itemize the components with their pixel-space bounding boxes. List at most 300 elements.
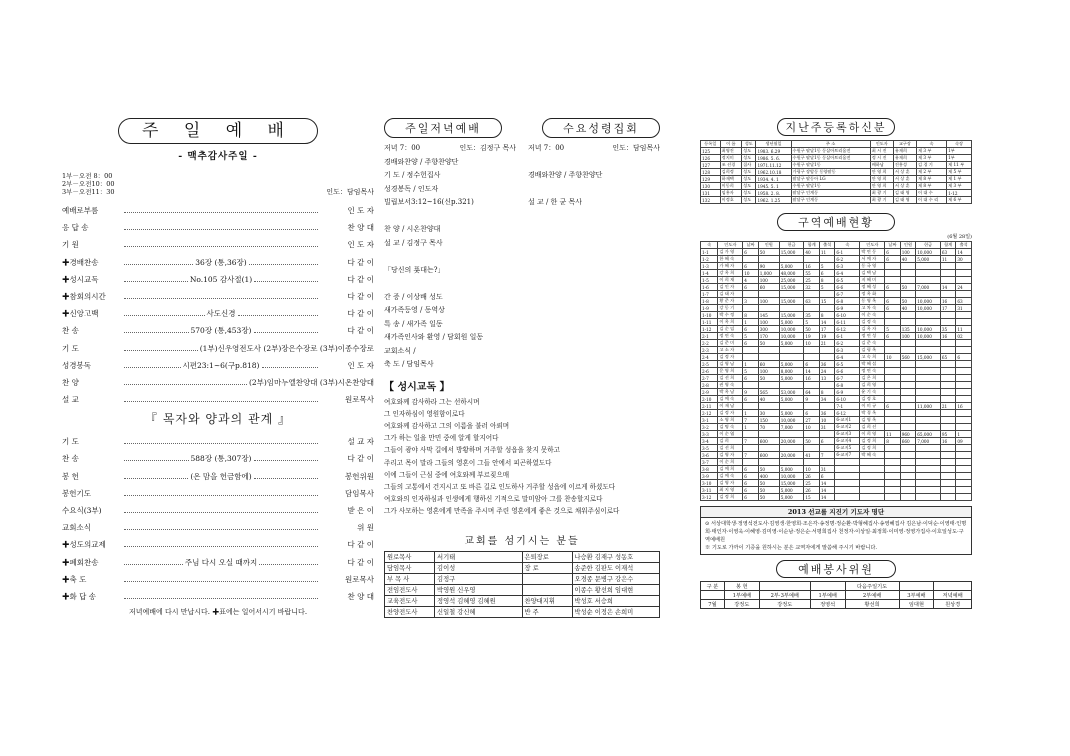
dot-leader xyxy=(124,471,188,479)
district-cell: 5,000 xyxy=(779,494,804,501)
order-item-label: ✚성도의교제 xyxy=(62,540,106,550)
district-cell xyxy=(940,340,956,347)
district-cell xyxy=(885,277,901,284)
district-cell: 36 xyxy=(819,361,835,368)
district-cell: 63 xyxy=(956,298,972,305)
order-item-person: 위 원 xyxy=(357,523,374,533)
district-cell xyxy=(885,473,901,480)
evening-order-line: 경배와찬양 / 주향찬양단 xyxy=(384,157,459,166)
district-cell: 6-8 xyxy=(835,382,860,389)
district-cell xyxy=(940,445,956,452)
district-cell xyxy=(885,368,901,375)
order-item-person: 찬 양 대 xyxy=(347,591,374,601)
district-cell: 6 xyxy=(804,410,820,417)
district-cell: 50 xyxy=(758,466,779,473)
district-cell: 6-3 xyxy=(835,263,860,270)
district-cell: 윤 기 숙 xyxy=(860,389,885,396)
order-item-label: 봉헌기도 xyxy=(62,488,91,498)
district-cell: 63 xyxy=(940,249,956,256)
district-cell xyxy=(885,312,901,319)
district-cell: 16 xyxy=(804,263,820,270)
order-item-label: 봉 헌 xyxy=(62,471,79,481)
district-cell: 6-11 xyxy=(835,319,860,326)
district-cell: 16 xyxy=(940,333,956,340)
dot-leader xyxy=(124,394,318,402)
service-time: 3부－오전11：30 xyxy=(62,188,115,196)
district-cell: 15,000 xyxy=(779,312,804,319)
table-row xyxy=(701,312,972,319)
column-header: 헌금 xyxy=(916,242,941,249)
district-cell: 14 xyxy=(940,284,956,291)
order-row xyxy=(62,202,374,219)
district-cell: 김 영 남 xyxy=(718,361,743,368)
district-cell: 5 xyxy=(885,326,901,333)
district-cell xyxy=(758,256,779,263)
district-cell xyxy=(835,480,860,487)
member-cell: 127 xyxy=(701,162,721,169)
table-row xyxy=(701,270,972,277)
district-cell: 95 xyxy=(940,431,956,438)
district-cell: 64 xyxy=(804,389,820,396)
district-cell: 40 xyxy=(758,396,779,403)
member-cell: 진흥성 xyxy=(893,162,916,169)
district-cell: 50 xyxy=(758,487,779,494)
member-cell: 집사 xyxy=(742,162,756,169)
district-cell xyxy=(819,431,835,438)
district-cell xyxy=(900,403,916,410)
district-cell: 10 xyxy=(804,424,820,431)
staff-names: 나승환 김재구 성동호 xyxy=(572,551,660,562)
member-cell: 정지미 xyxy=(720,155,741,162)
member-cell: 안 영 희 xyxy=(870,183,893,190)
dot-leader xyxy=(124,239,318,247)
district-cell: 김 희 영 xyxy=(860,382,885,389)
member-cell: 126 xyxy=(701,155,721,162)
district-cell: 20,000 xyxy=(779,452,804,459)
district-cell xyxy=(779,291,804,298)
worship-footnote: 저녁예배에 다시 만납시다. ✚표에는 일어서시기 바랍니다. xyxy=(128,608,308,617)
district-cell: 10,000 xyxy=(916,326,941,333)
sunday-evening-title: 주일저녁예배 xyxy=(384,118,502,138)
volunteer-row xyxy=(701,600,972,609)
member-cell: 성도 xyxy=(742,197,756,204)
district-cell: 김 정 자 xyxy=(718,354,743,361)
new-members-title: 지난주등록하신분 xyxy=(777,118,895,136)
staff-role xyxy=(522,573,572,584)
district-cell: 100 xyxy=(900,249,916,256)
district-cell xyxy=(885,340,901,347)
district-cell: 김 인 자 xyxy=(718,284,743,291)
dot-leader xyxy=(262,360,319,368)
district-cell xyxy=(804,403,820,410)
district-cell: 6-교지7 xyxy=(835,452,860,459)
district-cell: 정 연 숙 xyxy=(860,368,885,375)
district-cell xyxy=(835,473,860,480)
member-cell: 제 8 부 xyxy=(916,176,946,183)
evening-order-line: 새가족인사와 환영 / 담회원 일동 xyxy=(384,333,484,341)
volunteer-header: 1부예배 xyxy=(810,591,845,600)
district-cell xyxy=(900,389,916,396)
district-cell: 70 xyxy=(758,424,779,431)
order-item-person: 다 같 이 xyxy=(347,557,375,567)
staff-names: 오경종 문병구 강은수 xyxy=(572,573,660,584)
order-row xyxy=(62,433,374,450)
table-row xyxy=(701,403,972,410)
district-cell: 10 xyxy=(804,340,820,347)
order-of-worship-after-sermon xyxy=(62,433,374,605)
column-header: 합계 xyxy=(940,242,956,249)
district-cell: 5 xyxy=(819,284,835,291)
district-cell xyxy=(916,452,941,459)
district-cell: 6-교지3 xyxy=(835,431,860,438)
district-cell: 지 혜 미 xyxy=(860,277,885,284)
district-cell: 이 재 남 xyxy=(718,403,743,410)
district-cell: 6-6 xyxy=(835,368,860,375)
volunteer-header: 3부예배 xyxy=(899,591,934,600)
district-cell xyxy=(916,270,941,277)
district-cell xyxy=(758,291,779,298)
sermon-title: 『 목자와 양과의 관계 』 xyxy=(145,412,291,427)
district-cell: 김 영 자 xyxy=(718,480,743,487)
column-header: 성도 xyxy=(742,141,756,148)
district-cell xyxy=(804,256,820,263)
table-row xyxy=(701,438,972,445)
dot-leader xyxy=(124,557,183,565)
district-cell: 10,000 xyxy=(916,249,941,256)
order-item-label: 기 원 xyxy=(62,240,79,250)
district-cell: 6 xyxy=(885,298,901,305)
district-cell: 10 xyxy=(819,417,835,424)
district-cell xyxy=(956,319,972,326)
evening-order-line: 경배와찬양 / 주향찬양단 xyxy=(528,171,603,179)
district-cell: 31 xyxy=(819,466,835,473)
district-cell: 14 xyxy=(804,368,820,375)
district-cell: 50 xyxy=(758,375,779,382)
district-cell: 2-1 xyxy=(701,333,718,340)
column-header: 출석 xyxy=(956,242,972,249)
district-cell: 1 xyxy=(743,410,759,417)
district-cell: 5 xyxy=(819,263,835,270)
district-cell xyxy=(885,319,901,326)
table-row xyxy=(701,410,972,417)
district-cell: 26 xyxy=(804,473,820,480)
district-cell: 16 xyxy=(940,438,956,445)
district-cell: 이 희 영 xyxy=(860,431,885,438)
table-row xyxy=(701,183,972,190)
district-cell: 50 xyxy=(758,340,779,347)
member-cell: 김희정 xyxy=(720,169,741,176)
table-row xyxy=(701,354,972,361)
district-cell: 11 xyxy=(940,256,956,263)
district-cell xyxy=(956,361,972,368)
table-row xyxy=(701,256,972,263)
volunteer-header: 구 분 xyxy=(701,582,725,591)
order-item-label: 교회소식 xyxy=(62,523,91,533)
district-cell: 문 영 희 xyxy=(718,368,743,375)
table-row xyxy=(701,284,972,291)
district-cell xyxy=(900,452,916,459)
district-cell: 8 xyxy=(743,312,759,319)
district-cell xyxy=(916,389,941,396)
volunteers-title: 예배봉사위원 xyxy=(776,560,896,578)
table-row xyxy=(701,263,972,270)
district-cell xyxy=(779,305,804,312)
member-cell: 정 시 진 xyxy=(870,155,893,162)
volunteer-cell: 임대현 xyxy=(899,600,934,609)
district-cell xyxy=(885,375,901,382)
district-cell: 100 xyxy=(758,368,779,375)
district-cell: 6-12 xyxy=(835,410,860,417)
district-cell: 1-8 xyxy=(701,298,718,305)
district-cell: 16 xyxy=(804,375,820,382)
district-cell: 15 xyxy=(804,494,820,501)
district-cell xyxy=(940,291,956,298)
district-cell: 2-3 xyxy=(701,347,718,354)
staff-row xyxy=(385,584,660,595)
order-row xyxy=(62,588,374,605)
district-cell: 8,000 xyxy=(779,368,804,375)
dot-leader xyxy=(124,377,247,385)
district-cell: 31 xyxy=(956,305,972,312)
district-cell: 55 xyxy=(804,270,820,277)
column-header: 출석 xyxy=(819,242,835,249)
table-row xyxy=(701,361,972,368)
order-item-person: 다 같 이 xyxy=(347,454,374,464)
district-cell: 고 차 숙 xyxy=(860,305,885,312)
district-cell: 09 xyxy=(956,438,972,445)
district-cell xyxy=(835,466,860,473)
district-cell xyxy=(940,375,956,382)
order-item-detail: 570장 (통,453장) xyxy=(190,326,252,336)
order-item-label: 기 도 xyxy=(62,343,79,353)
district-cell: 48,000 xyxy=(779,270,804,277)
district-cell xyxy=(900,361,916,368)
dot-leader xyxy=(124,222,318,230)
district-cell xyxy=(940,396,956,403)
column-header: 속 xyxy=(701,242,718,249)
district-cell xyxy=(916,375,941,382)
member-cell: 1945. 5. 1 xyxy=(756,183,791,190)
staff-names: 이종수 황선희 임대현 xyxy=(572,584,660,595)
district-cell: 박 연 동 xyxy=(860,249,885,256)
table-row xyxy=(701,368,972,375)
table-row xyxy=(701,445,972,452)
member-cell: 1934. 4. 1 xyxy=(756,176,791,183)
dot-leader xyxy=(124,257,193,265)
district-cell: 김 순 임 xyxy=(718,326,743,333)
evening-order-line: 특 송 / 새가족 일동 xyxy=(384,319,443,328)
column-header: 인도자 xyxy=(870,141,893,148)
order-item-person: 원로목사 xyxy=(345,395,374,405)
district-cell xyxy=(758,445,779,452)
district-cell: 60 xyxy=(758,361,779,368)
order-item-label: 찬 양 xyxy=(62,377,79,387)
member-cell: 128 xyxy=(701,169,721,176)
staff-row xyxy=(385,551,660,562)
table-row xyxy=(701,298,972,305)
order-item-detail: 시편23:1~6(구p.818) xyxy=(182,360,260,370)
district-cell: 6-4 xyxy=(835,354,860,361)
table-row xyxy=(701,389,972,396)
district-worship-table xyxy=(700,241,972,501)
district-cell: 김 정 숙 xyxy=(860,319,885,326)
district-cell: 김 영 옥 xyxy=(860,417,885,424)
district-cell: 1 xyxy=(743,424,759,431)
table-row xyxy=(701,417,972,424)
district-cell: 황 준 자 xyxy=(718,298,743,305)
district-cell: 5,000 xyxy=(779,319,804,326)
column-header: 인도자 xyxy=(718,242,743,249)
district-cell: 정 연 숙 xyxy=(718,333,743,340)
district-cell: 6 xyxy=(743,396,759,403)
order-item-detail: 588장 (통,307장) xyxy=(190,454,252,464)
district-cell: 17 xyxy=(940,305,956,312)
wednesday-leader: 인도：담임목사 xyxy=(612,144,660,152)
district-cell: 36 xyxy=(819,410,835,417)
district-cell: 40 xyxy=(900,256,916,263)
district-cell xyxy=(900,459,916,466)
evening-order-line: 새가족등영 / 동역상 xyxy=(384,306,445,314)
table-row xyxy=(701,291,972,298)
district-cell xyxy=(916,368,941,375)
district-cell xyxy=(916,263,941,270)
district-cell: 11 xyxy=(885,431,901,438)
district-cell xyxy=(743,354,759,361)
district-cell xyxy=(819,354,835,361)
district-cell xyxy=(940,263,956,270)
order-row xyxy=(62,271,374,288)
district-cell: 6-교지5 xyxy=(835,445,860,452)
order-item-person: 담임목사 xyxy=(345,488,374,498)
district-cell: 2-8 xyxy=(701,382,718,389)
district-cell: 4 xyxy=(743,277,759,284)
worship-subtitle: - 맥추감사주일 - xyxy=(178,151,258,162)
order-item-label: ✚참회의시간 xyxy=(62,291,106,301)
prayer-list-title: 2013 선교를 지진기 기도자 명단 xyxy=(701,507,971,518)
district-cell xyxy=(819,347,835,354)
dot-leader xyxy=(124,343,198,351)
district-cell: 7,000 xyxy=(916,284,941,291)
order-item-detail: 36장 (통,36장) xyxy=(195,257,247,267)
district-cell xyxy=(956,494,972,501)
volunteer-header: 1부예배 xyxy=(724,591,759,600)
district-cell: 100 xyxy=(758,277,779,284)
sunday-worship-column xyxy=(62,118,374,617)
district-cell: 6-교지1 xyxy=(835,417,860,424)
district-cell: 5 xyxy=(743,368,759,375)
dot-leader xyxy=(254,325,319,333)
district-cell: 5,000 xyxy=(916,256,941,263)
district-cell xyxy=(916,445,941,452)
district-cell: 김 선 희 xyxy=(718,445,743,452)
district-cell: 서 예 자 xyxy=(860,256,885,263)
staff-names: 박성호 서승희 xyxy=(572,595,660,606)
district-cell: 30 xyxy=(956,256,972,263)
district-cell: 63 xyxy=(804,298,820,305)
district-cell: 가 혜 자 xyxy=(718,263,743,270)
column-header: 헌금 xyxy=(779,242,804,249)
district-cell: 11 xyxy=(819,249,835,256)
district-cell: 이 순 숙 xyxy=(860,312,885,319)
order-item-person: 인 도 자 xyxy=(347,240,374,250)
table-row xyxy=(701,277,972,284)
district-cell: 2-12 xyxy=(701,410,718,417)
order-item-label: 예배로부름 xyxy=(62,206,99,215)
district-cell: 135 xyxy=(900,326,916,333)
district-cell: 최 지 영 xyxy=(718,487,743,494)
district-cell: 31 xyxy=(819,424,835,431)
district-cell xyxy=(885,263,901,270)
member-cell: 제 3 부 xyxy=(916,155,946,162)
district-cell xyxy=(900,368,916,375)
district-cell xyxy=(956,382,972,389)
district-cell xyxy=(940,319,956,326)
district-cell: 100 xyxy=(758,298,779,305)
order-item-detail: No.105 감사절(1) xyxy=(189,274,253,284)
district-cell: 1,000 xyxy=(758,270,779,277)
district-cell: 김 예 희 xyxy=(718,466,743,473)
district-cell: 고 소 자 xyxy=(718,347,743,354)
order-row xyxy=(62,571,374,588)
staff-names: 신일철 강신혜 xyxy=(435,606,523,617)
district-cell: 35 xyxy=(940,326,956,333)
district-cell xyxy=(885,382,901,389)
dot-leader xyxy=(124,360,181,368)
table-row xyxy=(701,473,972,480)
district-cell: 2-9 xyxy=(701,389,718,396)
reading-verse: 그가 하는 일을 만민 중에 알게 할지어다 xyxy=(384,434,499,443)
order-item-label: ✚폐회찬송 xyxy=(62,557,99,567)
district-cell xyxy=(956,410,972,417)
district-cell: 7,000 xyxy=(779,424,804,431)
district-cell xyxy=(956,277,972,284)
district-cell xyxy=(804,431,820,438)
evening-order-line xyxy=(528,156,660,170)
district-cell xyxy=(916,277,941,284)
member-cell: 팔달구 인계동 xyxy=(791,197,870,204)
staff-names: 김이성 xyxy=(435,562,523,573)
district-cell: 35 xyxy=(804,312,820,319)
district-cell xyxy=(900,473,916,480)
district-cell: 660 xyxy=(900,438,916,445)
prayer-list-text: ⊙ 서상대학생·정영석전도사·김영생·한영희·조은각·송정명·정순환·박형혜집사·송영혜집사 김은남·이덕순·이영태·인명희·태인자·이영욱·이혜영·김미영·이순남·정은순·서평희집사 천정자·이상일·최정희·이미영·정영가집사·이호일성도·구역예배원 xyxy=(705,521,967,543)
order-item-label: 찬 송 xyxy=(62,454,79,464)
sunday-evening-order xyxy=(384,142,516,372)
order-item-person: 다 같 이 xyxy=(347,291,374,301)
member-cell: 김 경 기 xyxy=(916,162,946,169)
church-staff-title: 교회를 섬기시는 분들 xyxy=(464,535,580,547)
district-cell: 5,000 xyxy=(779,466,804,473)
district-cell: 300 xyxy=(758,326,779,333)
district-cell: 17 xyxy=(819,326,835,333)
district-cell xyxy=(779,403,804,410)
order-item-detail: (온 맘을 헌금함에) xyxy=(190,471,252,481)
district-cell xyxy=(900,270,916,277)
district-cell xyxy=(956,340,972,347)
district-cell: 6-10 xyxy=(835,312,860,319)
district-cell: 145 xyxy=(758,312,779,319)
staff-role: 찬양전도사 xyxy=(385,606,435,617)
wednesday-time: 저녁 7：00 xyxy=(528,144,565,152)
district-cell: 6-7 xyxy=(835,375,860,382)
volunteer-header: 2부예배 xyxy=(845,591,899,600)
district-cell xyxy=(940,361,956,368)
district-cell: 14 xyxy=(956,249,972,256)
district-cell: 3-1 xyxy=(701,417,718,424)
district-cell: 정 옥 화 xyxy=(860,291,885,298)
district-cell: 6-1 xyxy=(835,333,860,340)
district-cell xyxy=(916,319,941,326)
